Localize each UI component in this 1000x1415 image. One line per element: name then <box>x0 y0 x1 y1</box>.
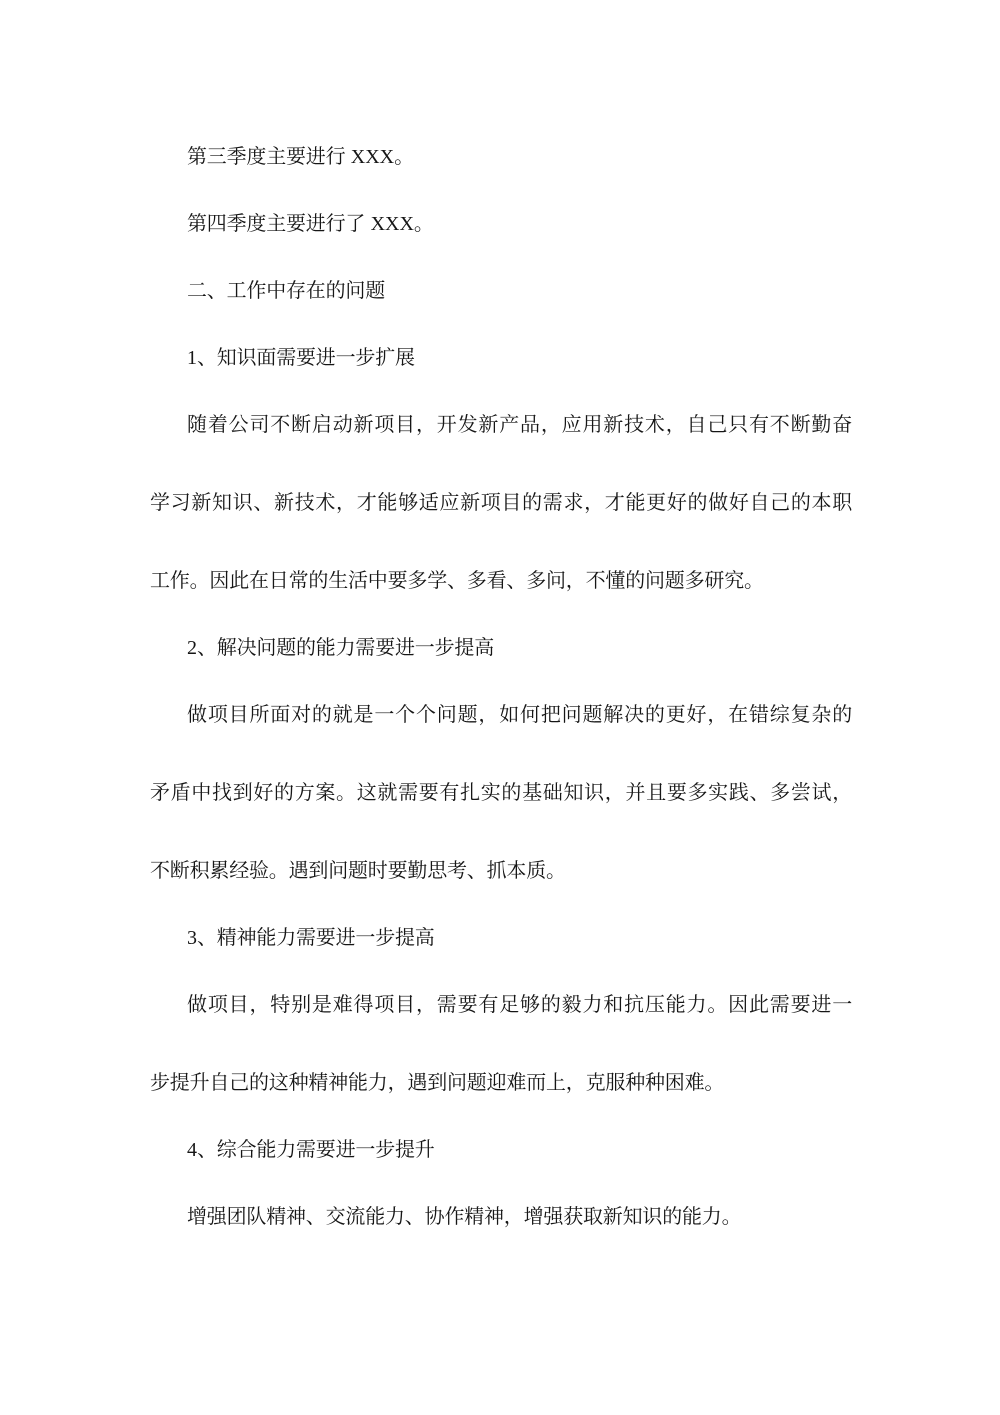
latin-run: 3 <box>187 927 197 949</box>
text-line: 工作。因此在日常的生活中要多学、多看、多问，不懂的问题多研究。 <box>150 570 764 592</box>
text-line: 3、精神能力需要进一步提高 <box>187 927 435 949</box>
text-line: 增强团队精神、交流能力、协作精神，增强获取新知识的能力。 <box>187 1206 742 1228</box>
text-line: 第四季度主要进行了 XXX。 <box>187 213 434 235</box>
text-line: 4、综合能力需要进一步提升 <box>187 1139 435 1161</box>
text-line: 学习新知识、新技术，才能够适应新项目的需求，才能更好的做好自己的本职 <box>150 492 852 514</box>
text-line: 随着公司不断启动新项目，开发新产品，应用新技术，自己只有不断勤奋 <box>187 414 852 436</box>
text-line: 矛盾中找到好的方案。这就需要有扎实的基础知识，并且要多实践、多尝试， <box>150 782 852 804</box>
text-line: 做项目，特别是难得项目，需要有足够的毅力和抗压能力。因此需要进一 <box>187 994 852 1016</box>
text-line: 第三季度主要进行 XXX。 <box>187 146 414 168</box>
latin-run: XXX <box>370 213 414 235</box>
latin-run: 4 <box>187 1139 197 1161</box>
text-line: 不断积累经验。遇到问题时要勤思考、抓本质。 <box>150 860 566 882</box>
latin-run: 2 <box>187 637 197 659</box>
text-line: 1、知识面需要进一步扩展 <box>187 347 415 369</box>
text-line: 2、解决问题的能力需要进一步提高 <box>187 637 494 659</box>
document-body <box>150 0 852 1230</box>
text-line: 步提升自己的这种精神能力，遇到问题迎难而上，克服种种困难。 <box>150 1072 725 1094</box>
latin-run: 1 <box>187 347 197 369</box>
latin-run: XXX <box>350 146 395 168</box>
text-line: 二、工作中存在的问题 <box>187 280 385 302</box>
text-line: 做项目所面对的就是一个个问题，如何把问题解决的更好，在错综复杂的 <box>187 704 852 726</box>
